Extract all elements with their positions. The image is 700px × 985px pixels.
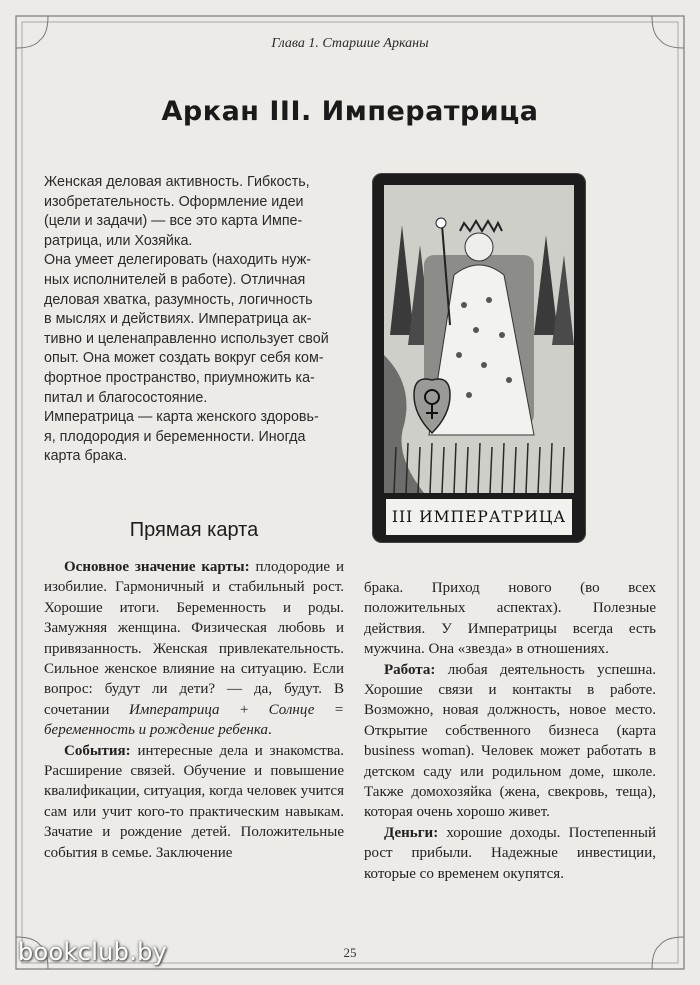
work-paragraph: [364, 660, 656, 823]
money-paragraph: [364, 823, 656, 884]
continuation-paragraph: брака. Приход нового (во всех положительных аспектах). Полезные действия. У Императрицы всегда есть мужчина. Она «звезда» в отношениях.: [364, 580, 656, 658]
intro-line: Она умеет делегировать (находить нуж-: [44, 252, 312, 269]
tarot-card: [372, 173, 586, 543]
work-text: любая деятельность успешна. Хорошие связи и контакты в работе. Возможно, новая должность, новое место. Открытие собственного бизнеса (карта business woman). Человек может работать в детском саду или родильном доме, школе. Также домохозяйка (жена, свекровь, теща), которая очень хорошо живет.: [364, 661, 656, 821]
events-label: События:: [64, 742, 131, 759]
tarot-empress-illustration-icon: [384, 185, 574, 493]
left-column: [44, 557, 344, 863]
main-meaning-italic: Императрица + Солнце = беременность и рождение ребенка: [44, 701, 344, 739]
events-text: интересные дела и знакомства. Расширение связей. Обучение и повышение квалификации, ситуация, когда человек учится сам или учит кого-то практическим навыкам. Зачатие и рождение детей. Положительные события в семье. Заключение: [44, 742, 344, 861]
intro-line: в мыслях и действиях. Императрица ак-: [44, 311, 312, 328]
intro-line: фортное пространство, приумножить ка-: [44, 369, 315, 386]
events-paragraph: [44, 741, 344, 863]
section-heading: Прямая карта: [129, 519, 259, 541]
watermark: bookclub.by: [18, 938, 168, 966]
intro-line: Императрица — карта женского здоровь-: [44, 409, 319, 426]
intro-line: тивно и целенаправленно использует свой: [44, 330, 329, 347]
intro-line: питал и благосостояние.: [44, 389, 208, 406]
card-name-label: III ИМПЕРАТРИЦА: [384, 497, 574, 537]
main-meaning-end: .: [268, 722, 272, 739]
intro-line: ратрица, или Хозяйка.: [44, 232, 193, 249]
intro-line: я, плодородия и беременности. Иногда: [44, 428, 306, 445]
running-header: Глава 1. Старшие Арканы: [271, 36, 429, 51]
main-meaning-paragraph: [44, 557, 344, 741]
page-title: Аркан III. Императрица: [161, 96, 539, 127]
page-number: 25: [343, 945, 357, 960]
intro-line: Женская деловая активность. Гибкость,: [44, 174, 310, 190]
main-meaning-text: плодородие и изобилие. Гармоничный и стабильный рост. Хорошие итоги. Беременность и роды. Замужняя женщина. Физическая любовь и привязанность. Женская привлекательность. Сильное женское влияние на ситуацию. Если вопрос: будут ли дети? — да, будут. В сочетании: [44, 559, 345, 718]
intro-text: [44, 173, 344, 467]
work-label: Работа:: [384, 661, 436, 678]
intro-line: деловая хватка, разумность, логичность: [44, 291, 313, 308]
money-text: хорошие доходы. Постепенный рост прибыли. Надежные инвестиции, которые со временем окупятся.: [364, 824, 656, 882]
money-label: Деньги:: [384, 824, 439, 841]
intro-line: карта брака.: [44, 448, 128, 465]
intro-line: изобретательность. Оформление идеи: [44, 193, 304, 210]
right-column: [364, 578, 656, 884]
main-meaning-label: Основное значение карты:: [64, 559, 250, 575]
intro-line: опыт. Она может создать вокруг себя ком-: [44, 350, 324, 367]
intro-line: (цели и задачи) — все это карта Импе-: [44, 213, 303, 230]
intro-line: ных исполнителей в работе). Отличная: [44, 271, 306, 288]
